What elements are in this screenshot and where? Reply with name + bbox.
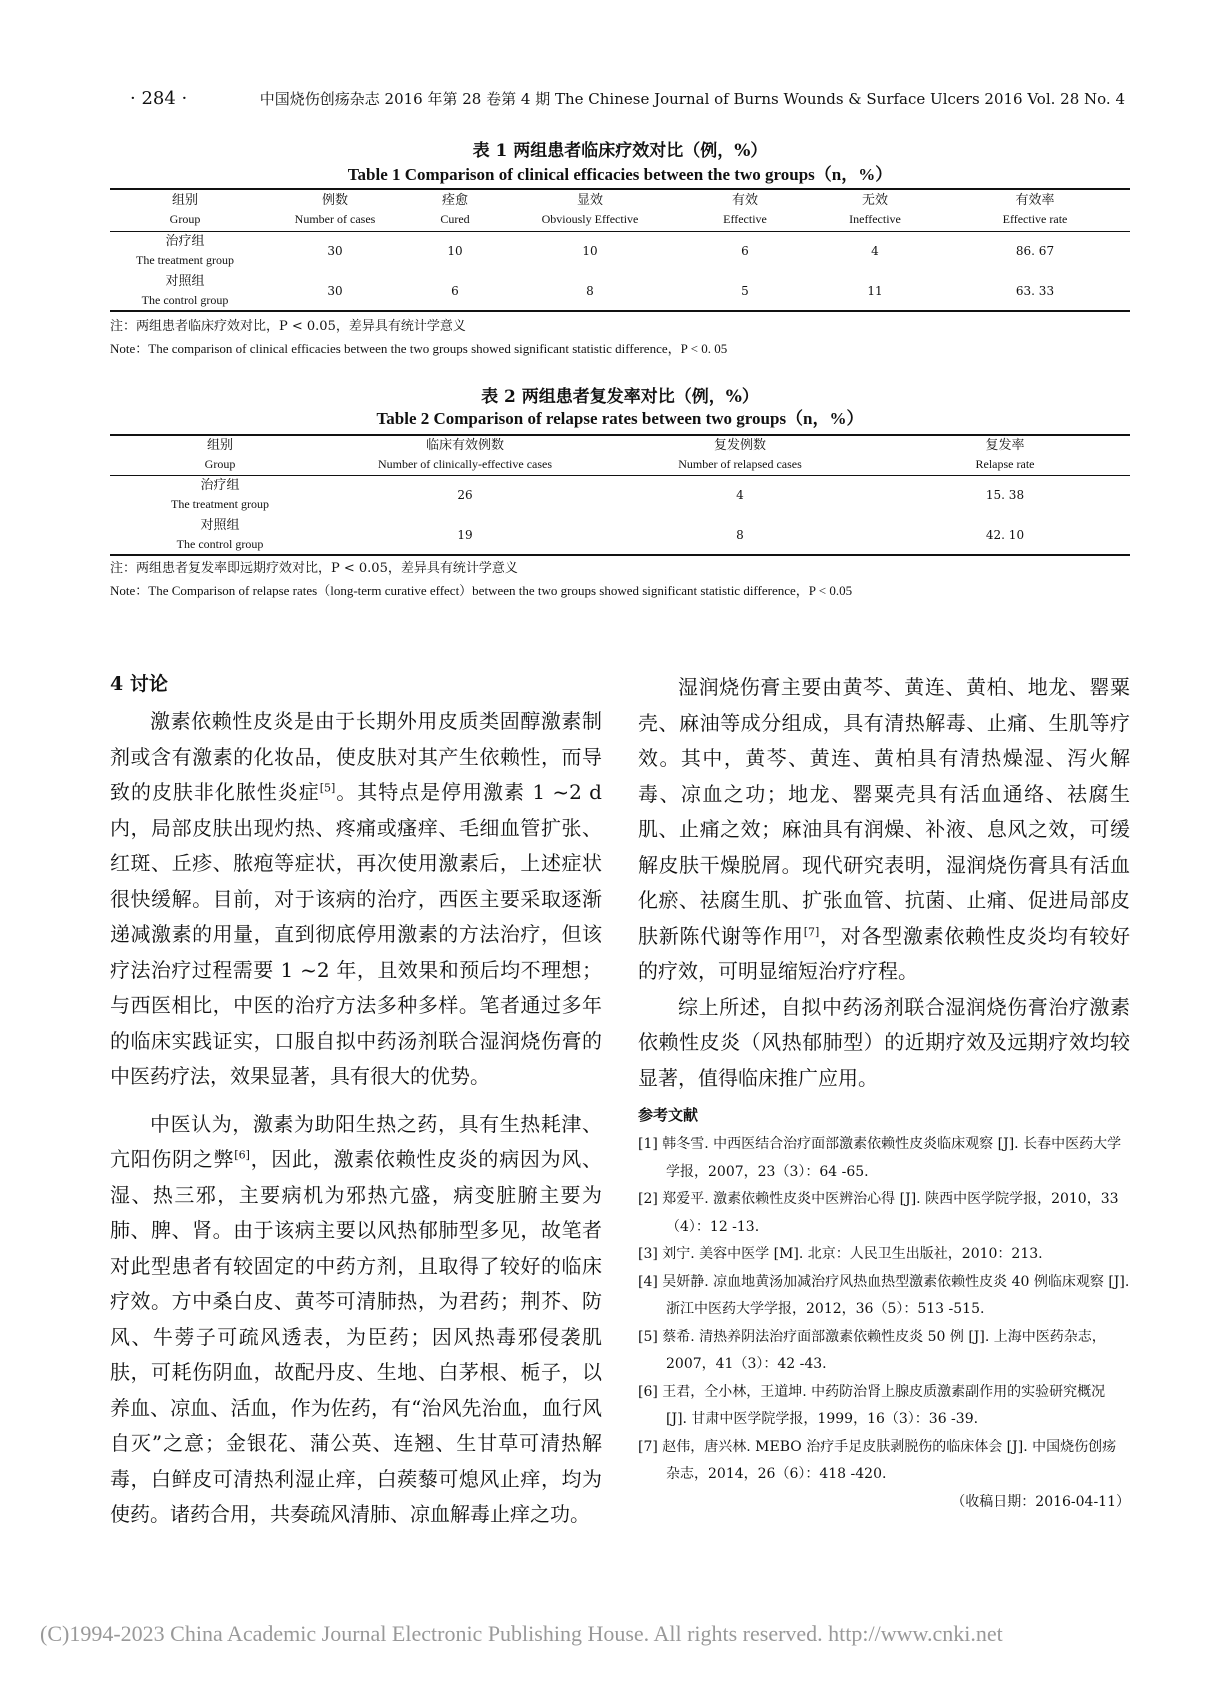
table1 [110, 188, 1130, 312]
references-heading: 参考文献 [638, 1106, 699, 1124]
table1-note-en: Note：The comparison of clinical efficacies between the two groups showed significant statistic difference，P < 0. 05 [110, 341, 728, 356]
paragraph-4: 综上所述，自拟中药汤剂联合湿润烧伤膏治疗激素依赖性皮炎（风热郁肺型）的近期疗效及远期疗效均较显著，值得临床推广应用。 [638, 994, 1130, 1090]
paragraph-2: 中医认为，激素为助阳生热之药，具有生热耗津、亢阳伤阴之弊[6]，因此，激素依赖性皮炎的病因为风、湿、热三邪，主要病机为邪热亢盛，病变脏腑主要为肺、脾、肾。由于该病主要以风热郁肺型多见，故笔者对此型患者有较固定的中药方剂，且取得了较好的临床疗效。方中桑白皮、黄芩可清肺热，为君药；荆芥、防风、牛蒡子可疏风透表，为臣药；因风热毒邪侵袭肌肤，可耗伤阴血，故配丹皮、生地、白茅根、栀子，以养血、凉血、活血，作为佐药，有“治风先治血，血行风自灭”之意；金银花、蒲公英、连翘、生甘草可清热解毒，白鲜皮可清热利湿止痒，白蒺藜可熄风止痒，均为使药。诸药合用，共奏疏风清肺、凉血解毒止痒之功。 [110, 1111, 603, 1526]
table-row: 对照组 The control group 19 8 42. 10 [110, 515, 1130, 555]
paragraph-1: 激素依赖性皮炎是由于长期外用皮质类固醇激素制剂或含有激素的化妆品，使皮肤对其产生依赖性，而导致的皮肤非化脓性炎症[5]。其特点是停用激素 1 ~2 d 内，局部皮肤出现灼热、疼痛或瘙痒、毛细血管扩张、红斑、丘疹、脓疱等症状，再次使用激素后，上述症状很快缓解。目前，对于该病的治疗，西医主要采取逐渐递减激素的用量，直到彻底停用激素的方法治疗，但该疗法治疗过程需要 1 ~2 年，且效果和预后均不理想；与西医相比，中医的治疗方法多种多样。笔者通过多年的临床实践证实，口服自拟中药汤剂联合湿润烧伤膏的中医药疗法，效果显著，具有很大的优势。 [110, 709, 602, 1088]
citation[interactable]: [7] [803, 924, 820, 938]
table2-col-group: 组别 Group [204, 438, 236, 472]
table1-col-obvious: 显效 Obviously Effective [541, 193, 639, 227]
table1-caption-en: Table 1 Comparison of clinical efficacies between the two groups（n，%） [347, 165, 893, 184]
section-heading: 4 讨论 [110, 673, 168, 695]
table1-col-rate: 有效率 Effective rate [1002, 193, 1068, 227]
reference-item: [1] 韩冬雪. 中西医结合治疗面部激素依赖性皮炎临床观察 [J]. 长春中医药大学学报，2007，23（3）：64 -65. [638, 1136, 1122, 1180]
received-date: （收稿日期：2016-04-11） [951, 1493, 1130, 1510]
table2-header-row [110, 435, 1130, 475]
table1-header-row [110, 189, 1130, 231]
table1-col-effective: 有效 Effective [723, 193, 767, 227]
running-header [130, 88, 1125, 112]
left-column [110, 670, 602, 1533]
table1-col-ineffective: 无效 Ineffective [849, 193, 901, 227]
reference-item: [5] 蔡希. 清热养阴法治疗面部激素依赖性皮炎 50 例 [J]. 上海中医药杂志，2007，41（3）：42 -43. [638, 1328, 1106, 1372]
reference-item: [6] 王君，仝小林，王道坤. 中药防治肾上腺皮质激素副作用的实验研究概况 [J]. 甘肃中医学院学报，1999，16（3）：36 -39. [638, 1383, 1106, 1427]
reference-item: [7] 赵伟，唐兴林. MEBO 治疗手足皮肤剥脱伤的临床体会 [J]. 中国烧伤创疡杂志，2014，26（6）：418 -420. [638, 1438, 1117, 1482]
table1-note-zh: 注：两组患者临床疗效对比，P < 0.05，差异具有统计学意义 [110, 319, 466, 334]
table2-col-relapsed: 复发例数 Number of relapsed cases [678, 438, 802, 472]
table2-col-rate: 复发率 Relapse rate [975, 438, 1035, 472]
table1-col-group: 组别 Group [169, 193, 201, 227]
citation[interactable]: [6] [234, 1148, 250, 1162]
table2-caption-zh: 表 2 两组患者复发率对比（例，%） [481, 387, 759, 407]
journal-title: 中国烧伤创疡杂志 2016 年第 28 卷第 4 期 The Chinese Journal of Burns Wounds & Surface Ulcers 2016 Vol. 28 No. 4 [259, 90, 1125, 108]
table2-col-effective-cases: 临床有效例数 Number of clinically-effective cases [377, 438, 553, 472]
citation[interactable]: [5] [319, 781, 336, 795]
table-row: 治疗组 The treatment group 26 4 15. 38 [171, 478, 1025, 512]
reference-item: [2] 郑爱平. 激素依赖性皮炎中医辨治心得 [J]. 陕西中医学院学报，2010，33（4）：12 -13. [638, 1191, 1119, 1235]
reference-item: [4] 吴妍静. 凉血地黄汤加减治疗风热血热型激素依赖性皮炎 40 例临床观察 [J]. 浙江中医药大学学报，2012，36（5）：513 -515. [638, 1273, 1130, 1317]
table-row: 对照组 The control group 30 6 8 5 11 63. 33 [110, 271, 1130, 311]
table1-col-cases: 例数 Number of cases [294, 193, 376, 227]
page-number: · 284 · [130, 88, 188, 109]
table1-col-cured: 痊愈 Cured [440, 193, 470, 227]
table-row: 治疗组 The treatment group 30 10 10 6 4 86. 67 [136, 234, 1055, 268]
right-column [638, 670, 1130, 1511]
table2-note-en: Note：The Comparison of relapse rates（long-term curative effect）between the two groups showed significant statistic difference，P < 0.05 [110, 583, 853, 598]
paragraph-3: 湿润烧伤膏主要由黄芩、黄连、黄柏、地龙、罂粟壳、麻油等成分组成，具有清热解毒、止痛、生肌等疗效。其中，黄芩、黄连、黄柏具有清热燥湿、泻火解毒、凉血之功；地龙、罂粟壳具有活血通络、祛腐生肌、止痛之效；麻油具有润燥、补液、息风之效，可缓解皮肤干燥脱屑。现代研究表明，湿润烧伤膏具有活血化瘀、祛腐生肌、扩张血管、抗菌、止痛、促进局部皮肤新陈代谢等作用[7]，对各型激素依赖性皮炎均有较好的疗效，可明显缩短治疗疗程。 [638, 675, 1131, 983]
table2-note-zh: 注：两组患者复发率即远期疗效对比，P < 0.05，差异具有统计学意义 [110, 561, 518, 576]
table2-caption-en: Table 2 Comparison of relapse rates between two groups（n，%） [376, 409, 864, 428]
reference-item: [3] 刘宁. 美容中医学 [M]. 北京：人民卫生出版社，2010：213. [638, 1246, 1043, 1262]
table2 [110, 434, 1130, 556]
table1-caption-zh: 表 1 两组患者临床疗效对比（例，%） [472, 141, 768, 161]
copyright-footer: (C)1994-2023 China Academic Journal Electronic Publishing House. All rights reserved. http://www.cnki.net [40, 1621, 1003, 1646]
